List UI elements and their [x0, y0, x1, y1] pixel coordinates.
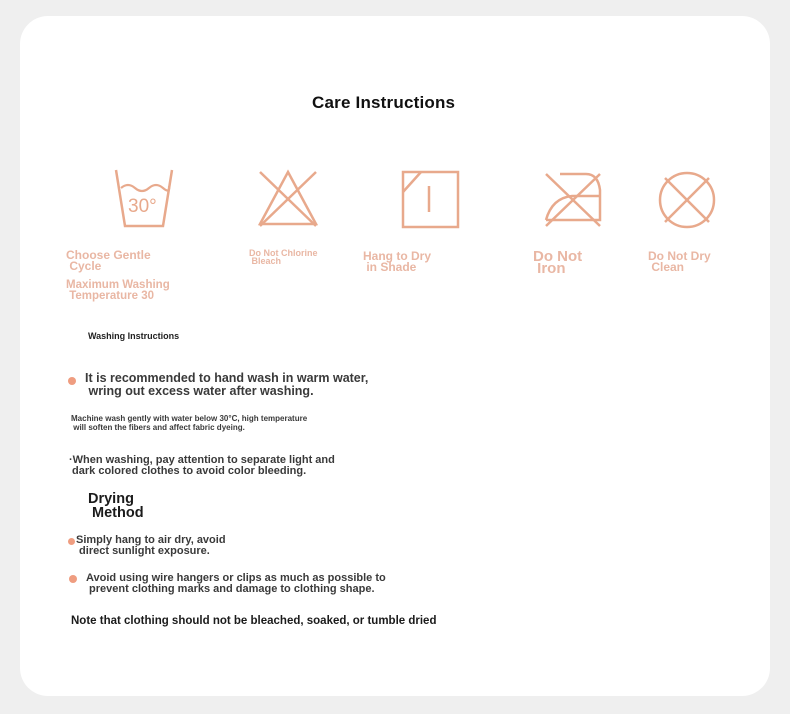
washing-item-2: Machine wash gently with water below 30°C, high temperature will soften the fibers and affect fabric dyeing.	[71, 414, 308, 432]
no-bleach-label: Do Not Chlorine Bleach	[249, 248, 318, 266]
hang-dry-label: Hang to Dry in Shade	[363, 249, 432, 274]
bullet-dot	[69, 575, 77, 583]
care-note: Note that clothing should not be bleached, soaked, or tumble dried	[71, 615, 437, 627]
bullet-dot	[68, 377, 76, 385]
drying-item-1: Simply hang to air dry, avoid direct sunlight exposure.	[76, 534, 226, 557]
no-dry-clean-label: Do Not Dry Clean	[648, 249, 711, 274]
washing-heading: Washing Instructions	[88, 331, 180, 341]
no-dry-clean-icon	[656, 169, 718, 231]
no-iron-icon	[542, 168, 604, 230]
no-iron-label: Do Not Iron	[533, 248, 583, 277]
washing-item-1: It is recommended to hand wash in warm water, wring out excess water after washing.	[85, 371, 369, 398]
no-bleach-icon	[257, 168, 319, 228]
drying-item-2: Avoid using wire hangers or clips as much as possible to prevent clothing marks and damage to clothing shape.	[86, 572, 386, 595]
max-temp-label: Maximum Washing Temperature 30	[66, 279, 170, 302]
hang-dry-shade-icon	[401, 170, 461, 230]
wash-tub-30-icon	[113, 166, 175, 232]
bullet-dot	[68, 538, 75, 545]
tub-temp-text: 30°	[128, 196, 157, 217]
page-title: Care Instructions	[312, 93, 456, 112]
drying-heading: Drying Method	[88, 491, 144, 521]
gentle-cycle-label: Choose Gentle Cycle	[66, 248, 151, 273]
washing-item-3: ·When washing, pay attention to separate light and dark colored clothes to avoid color bleeding.	[69, 454, 335, 477]
